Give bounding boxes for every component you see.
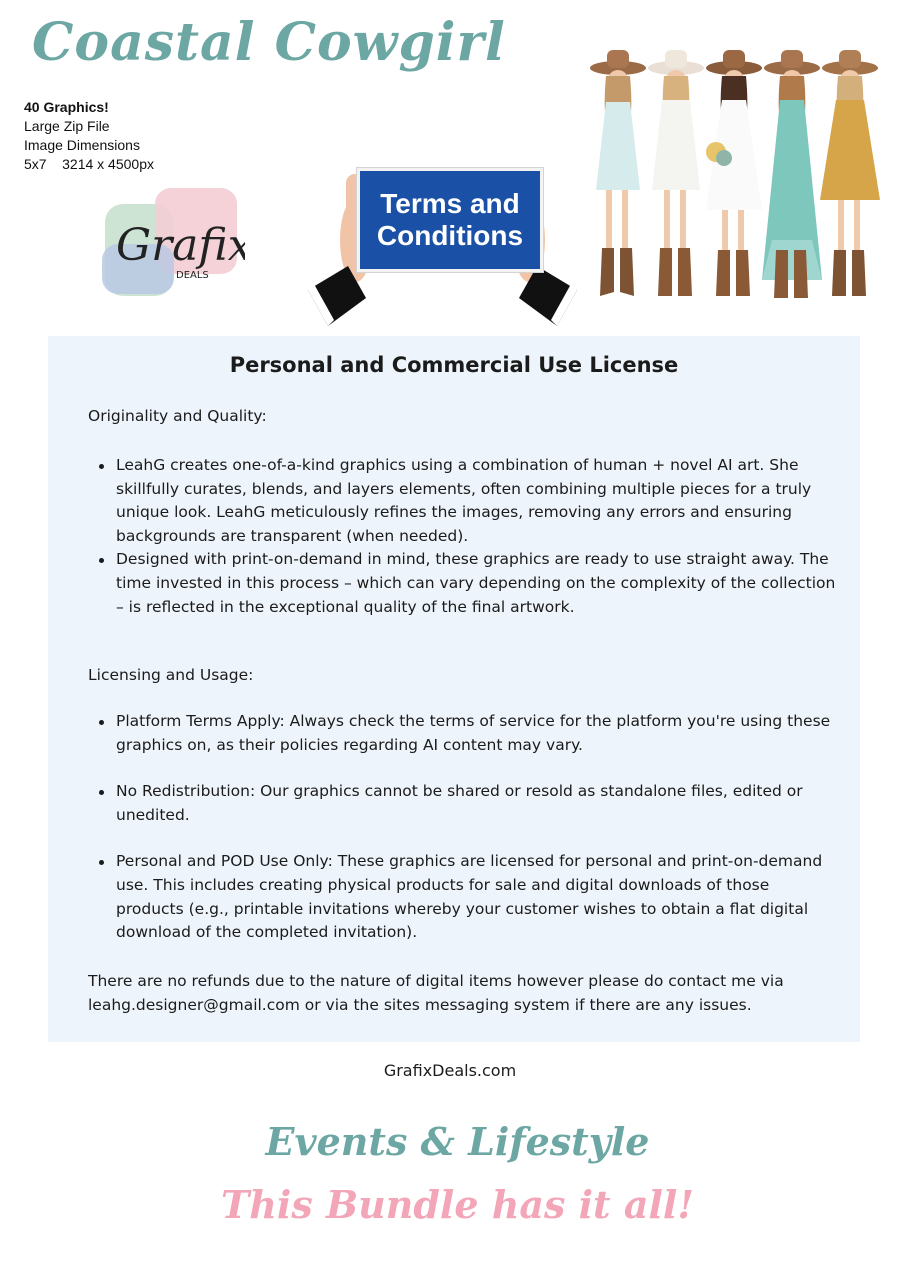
section-heading-originality: Originality and Quality:	[88, 407, 267, 425]
originality-list	[116, 454, 841, 619]
section-heading-licensing: Licensing and Usage:	[88, 666, 254, 684]
list-item: LeahG creates one-of-a-kind graphics using a combination of human + novel AI art. She skillfully curates, blends, and layers elements, often combining multiple pieces for a truly unique look. LeahG meticulously refines the images, removing any errors and ensuring backgrounds are transparent (when needed).	[116, 454, 841, 548]
terms-sign-graphic	[300, 160, 585, 330]
cowgirls-illustration	[580, 40, 890, 315]
license-title: Personal and Commercial Use License	[229, 353, 679, 377]
site-url: GrafixDeals.com	[383, 1061, 517, 1080]
dimensions-label: Image Dimensions	[24, 137, 140, 153]
licensing-list	[116, 710, 841, 945]
dimensions-value: 5x7 3214 x 4500px	[24, 156, 154, 172]
product-info	[24, 98, 154, 174]
graphics-count: 40 Graphics!	[24, 99, 109, 115]
license-panel	[48, 336, 860, 1042]
tagline-bundle: This Bundle has it all!	[220, 1182, 694, 1227]
list-item: Platform Terms Apply: Always check the terms of service for the platform you're using these graphics on, as their policies regarding AI content may vary.	[116, 710, 841, 757]
page-title: Coastal Cowgirl	[32, 12, 506, 73]
tagline-events: Events & Lifestyle	[265, 1119, 650, 1164]
list-item: Designed with print-on-demand in mind, these graphics are ready to use straight away. The time invested in this process – which can vary depending on the complexity of the collection – is reflected in the exceptional quality of the final artwork.	[116, 548, 841, 619]
terms-sign: Terms and Conditions	[357, 168, 543, 272]
grafix-deals-logo	[100, 182, 245, 300]
list-item: No Redistribution: Our graphics cannot be shared or resold as standalone files, edited or unedited.	[116, 780, 841, 827]
refund-note: There are no refunds due to the nature of digital items however please do contact me via leahg.designer@gmail.com or via the sites messaging system if there are any issues.	[88, 972, 784, 1014]
list-item: Personal and POD Use Only: These graphics are licensed for personal and print-on-demand use. This includes creating physical products for sale and digital downloads of those products (e.g., printable invitations whereby your customer wishes to obtain a flat digital download of the completed invitation).	[116, 850, 841, 944]
logo-script-text: Grafix	[116, 220, 245, 271]
logo-sub-text: DEALS	[176, 270, 209, 281]
file-type: Large Zip File	[24, 118, 110, 134]
